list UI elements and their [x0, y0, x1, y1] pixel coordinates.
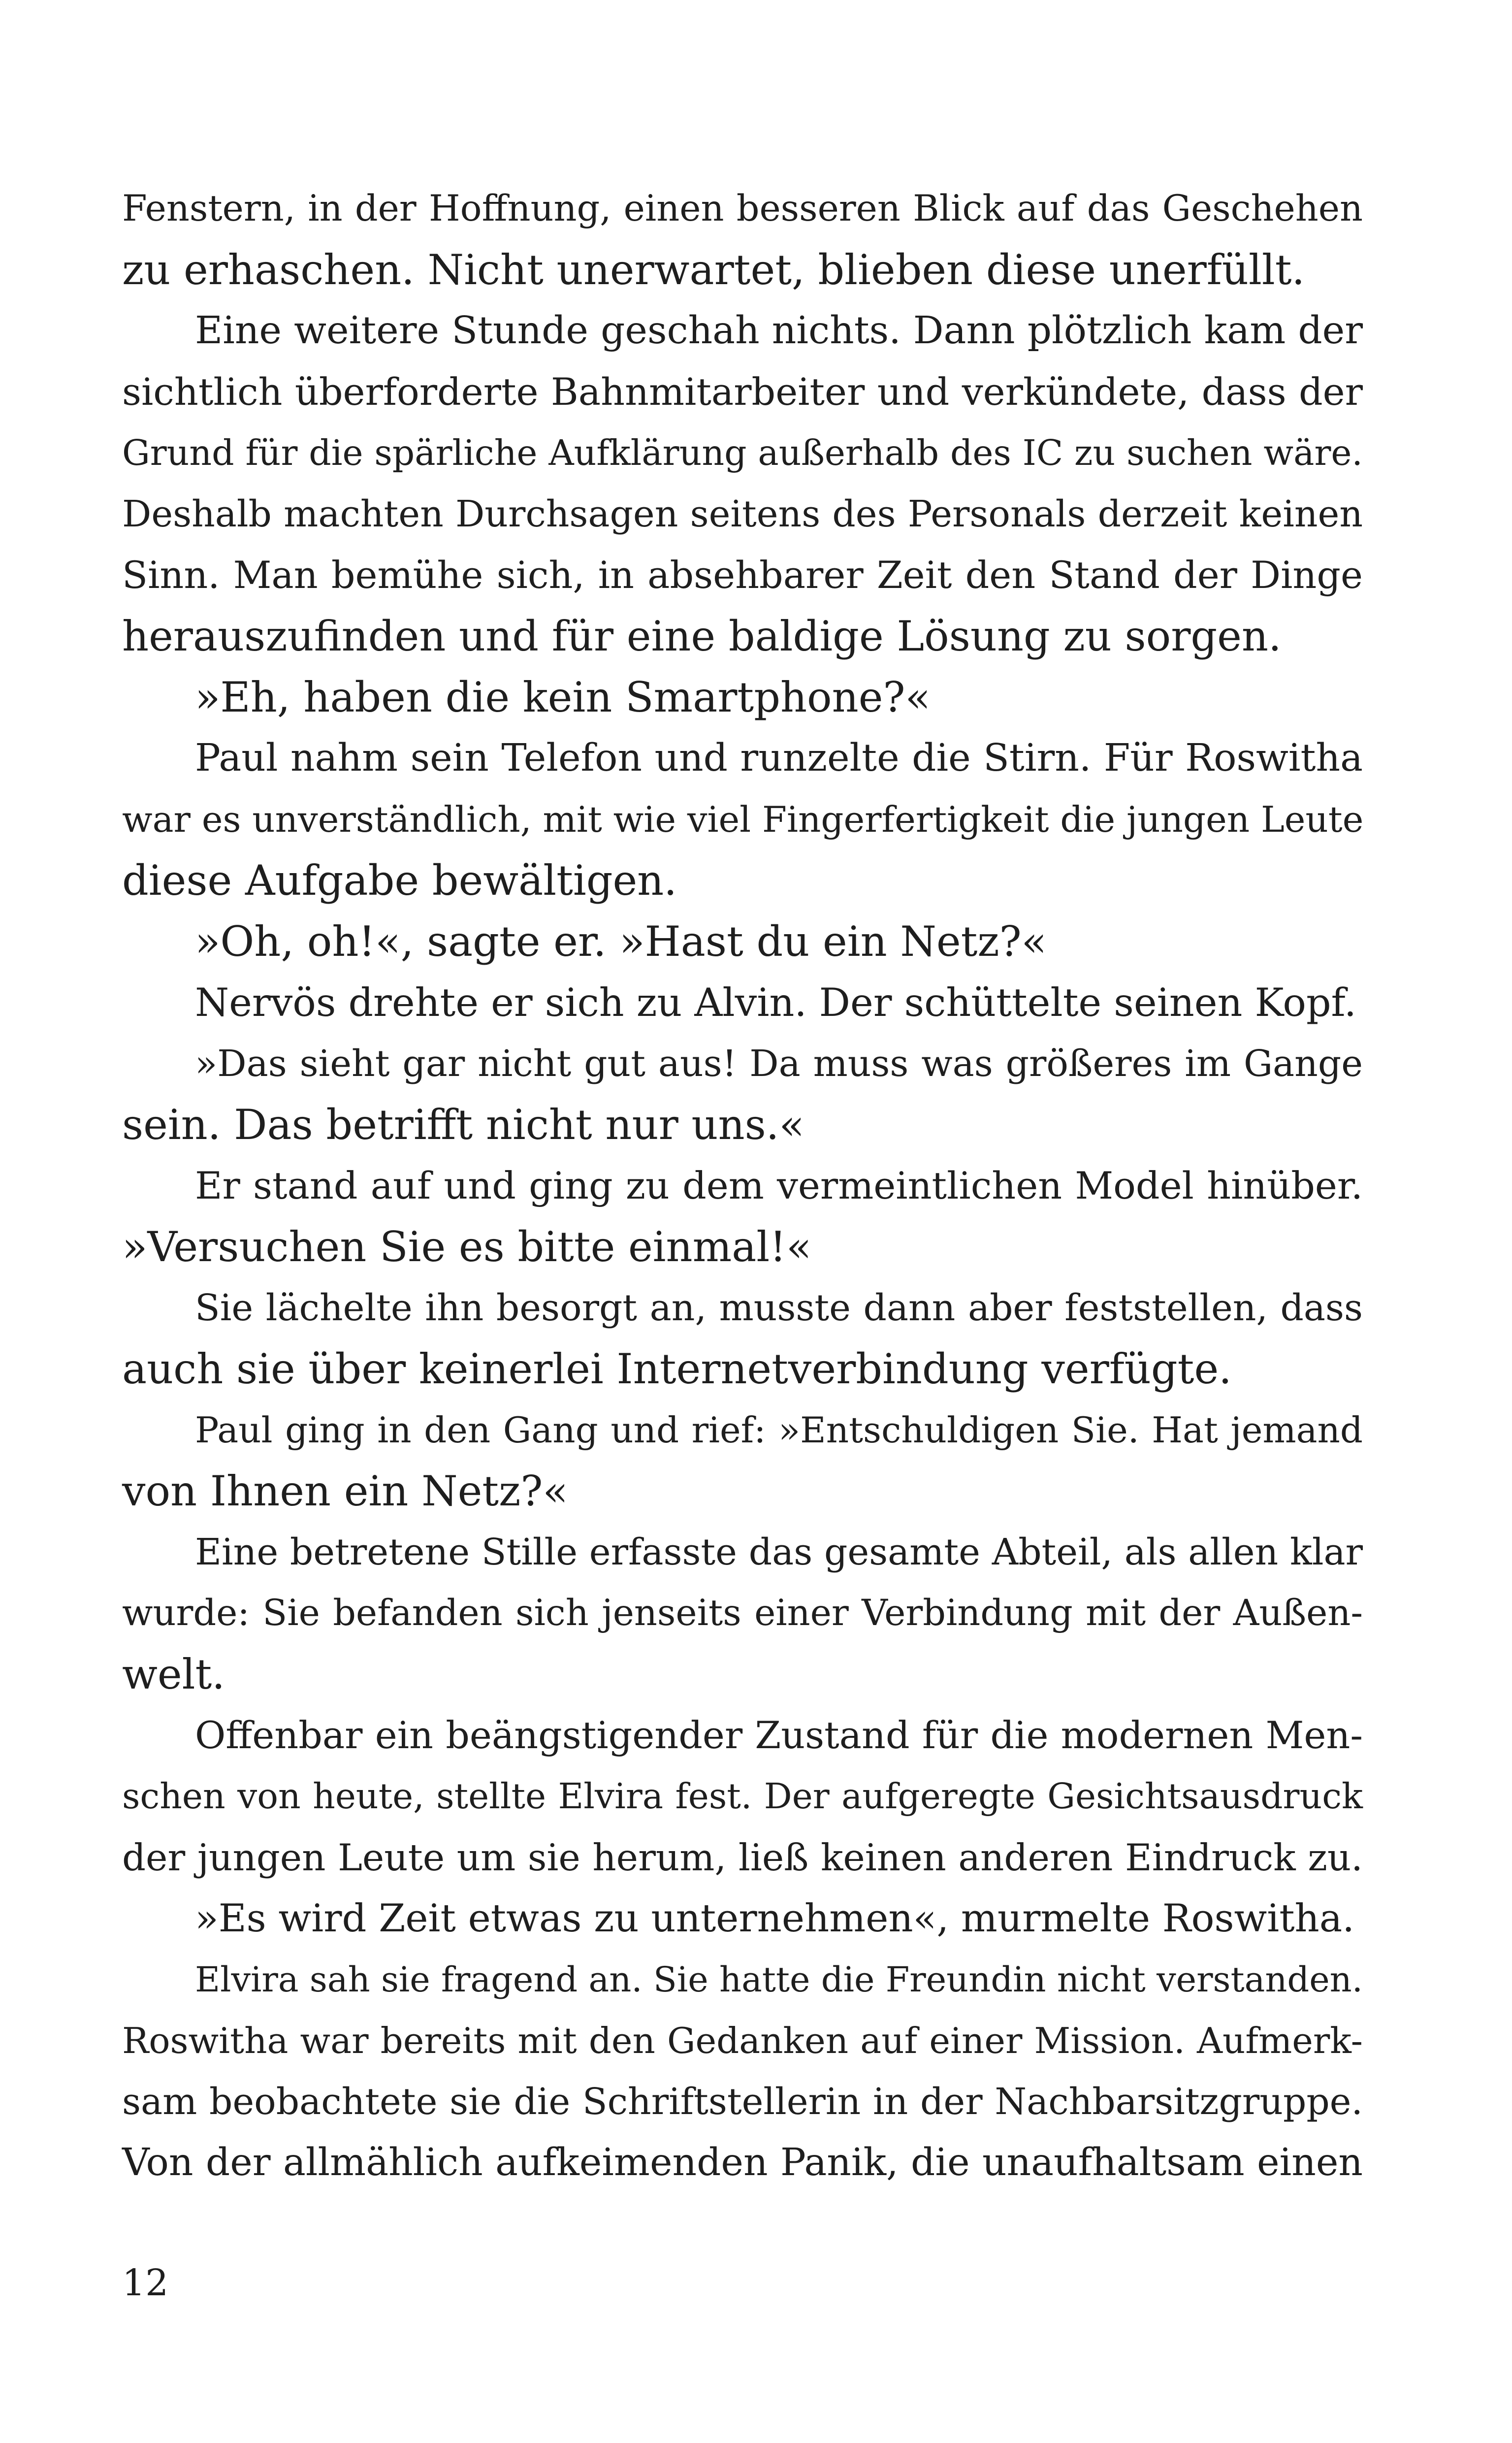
page-number: 12 [122, 2262, 169, 2304]
body-text [122, 178, 1363, 2193]
text-line: auch sie über keinerlei Internetverbindung verfügte. [122, 1345, 1232, 1393]
text-line: Fenstern, in der Hoffnung, einen besseren Blick auf das Geschehen [122, 188, 1363, 229]
text-line: Offenbar ein beängstigender Zustand für die modernen Men- [195, 1713, 1363, 1757]
text-line: »Eh, haben die kein Smartphone?« [195, 673, 931, 721]
text-line: schen von heute, stellte Elvira fest. Der aufgeregte Gesichtsausdruck [122, 1776, 1363, 1817]
text-line: »Versuchen Sie es bitte einmal!« [122, 1223, 812, 1271]
text-line: Sie lächelte ihn besorgt an, musste dann aber feststellen, dass [195, 1287, 1363, 1329]
text-line: wurde: Sie befanden sich jenseits einer Verbindung mit der Außen- [122, 1592, 1363, 1634]
text-line: Paul ging in den Gang und rief: »Entschuldigen Sie. Hat jemand [195, 1409, 1363, 1451]
text-line: Nervös drehte er sich zu Alvin. Der schüttelte seinen Kopf. [195, 980, 1357, 1025]
text-line: Roswitha war bereits mit den Gedanken auf einer Mission. Aufmerk- [122, 2020, 1363, 2061]
text-line: sichtlich überforderte Bahnmitarbeiter und verkündete, dass der [122, 370, 1363, 414]
text-line: Eine betretene Stille erfasste das gesamte Abteil, als allen klar [195, 1531, 1363, 1573]
text-line: welt. [122, 1650, 225, 1698]
text-line: »Es wird Zeit etwas zu unternehmen«, murmelte Roswitha. [195, 1896, 1355, 1941]
text-line: von Ihnen ein Netz?« [122, 1467, 568, 1515]
text-line: diese Aufgabe bewältigen. [122, 856, 677, 905]
text-line: Sinn. Man bemühe sich, in absehbarer Zeit den Stand der Dinge [122, 553, 1363, 597]
text-line: sam beobachtete sie die Schriftstellerin in der Nachbarsitzgruppe. [122, 2081, 1363, 2123]
text-line: sein. Das betrifft nicht nur uns.« [122, 1101, 804, 1149]
text-line: Elvira sah sie fragend an. Sie hatte die Freundin nicht verstanden. [195, 1959, 1363, 2000]
text-line: Deshalb machten Durchsagen seitens des Personals derzeit keinen [122, 493, 1363, 535]
text-line: herauszufinden und für eine baldige Lösung zu sorgen. [122, 612, 1282, 660]
text-line: der jungen Leute um sie herum, ließ keinen anderen Eindruck zu. [122, 1836, 1363, 1879]
text-line: Eine weitere Stunde geschah nichts. Dann plötzlich kam der [195, 309, 1363, 353]
text-line: »Oh, oh!«, sagte er. »Hast du ein Netz?« [195, 917, 1047, 966]
text-line: Paul nahm sein Telefon und runzelte die Stirn. Für Roswitha [195, 736, 1363, 780]
text-line: Er stand auf und ging zu dem vermeintlichen Model hinüber. [195, 1164, 1363, 1207]
text-line: Grund für die spärliche Aufklärung außerhalb des IC zu suchen wäre. [122, 432, 1363, 473]
text-line: zu erhaschen. Nicht unerwartet, blieben diese unerfüllt. [122, 246, 1305, 294]
text-line: war es unverständlich, mit wie viel Fingerfertigkeit die jungen Leute [122, 799, 1364, 840]
text-line: Von der allmählich aufkeimenden Panik, die unaufhaltsam einen [122, 2141, 1363, 2184]
text-line: »Das sieht gar nicht gut aus! Da muss was größeres im Gange [195, 1042, 1363, 1085]
